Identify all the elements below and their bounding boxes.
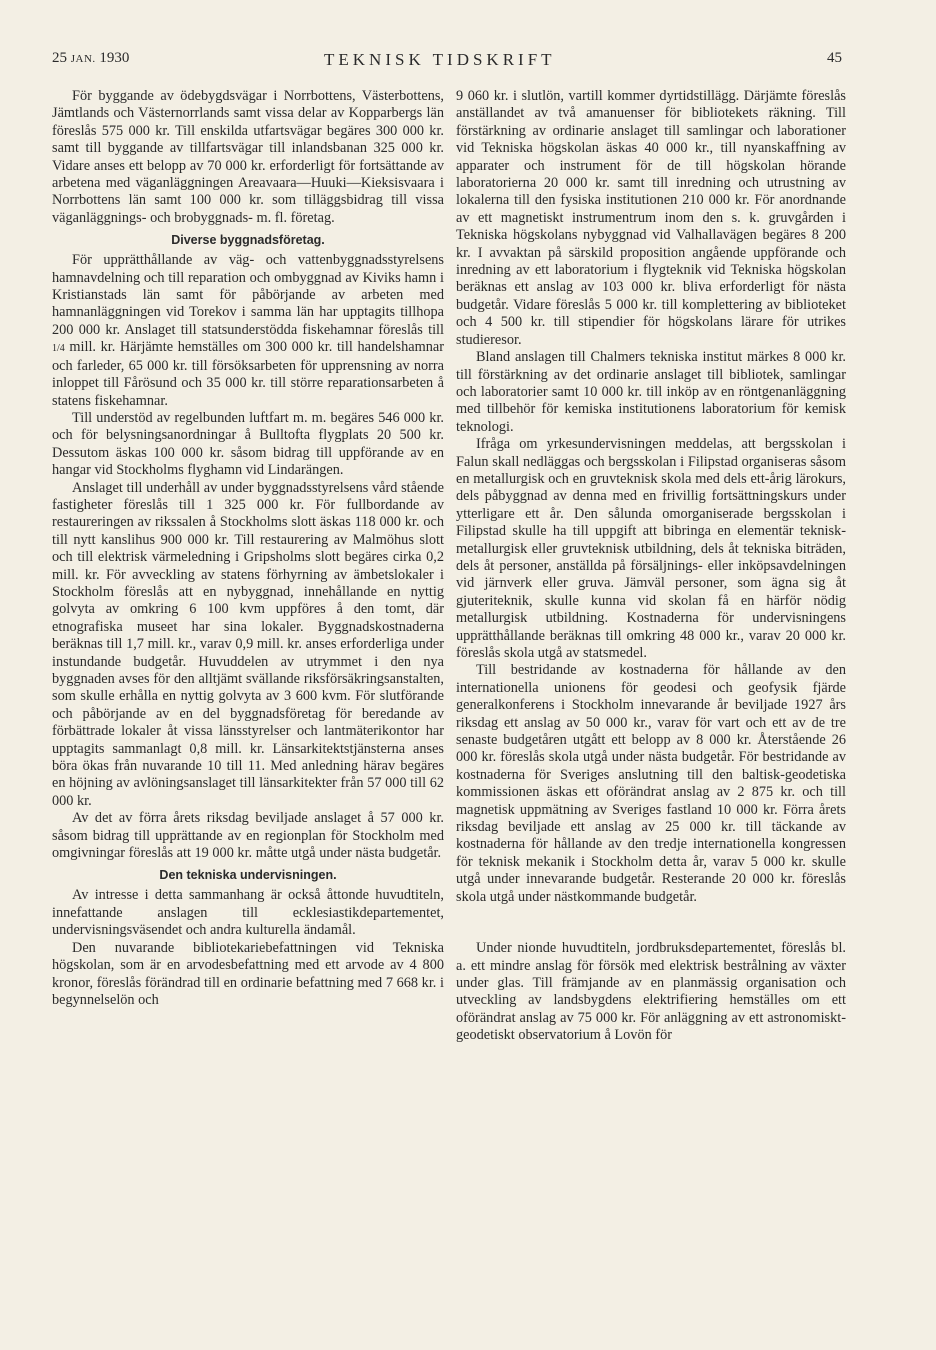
left-column — [52, 88, 444, 1278]
paragraph: Av det av förra årets riksdag beviljade anslaget å 57 000 kr. såsom bidrag till upprättande av en regionplan för Stockholm med omgivningar föreslås att 19 000 kr. måtte utgå under nästa budgetår. — [52, 810, 444, 862]
paragraph: Av intresse i detta sammanhang är också åttonde huvudtiteln, innefattande anslagen till ecklesiastikdepartementet, undervisningsväsendet och andra kulturella ändamål. — [52, 887, 444, 939]
paragraph-text: För upprätthållande av väg- och vattenbyggnadsstyrelsens hamnavdelning och till reparation och ombyggnad av Kiviks hamn i Kristianstads län samt för påbörjande av arbeten med hamnanläggningen vid Torekov i samma län har upptagits tillhopa 200 000 kr. Anslaget till statsunderstödda fiskehamnar föreslås till — [52, 252, 444, 338]
paragraph: Under nionde huvudtiteln, jordbruksdepartementet, föreslås bl. a. ett mindre anslag för försök med elektrisk bestrålning av växter under glas. Till främjande av en planmässig organisation och utveckling av landsbygdens elektrifiering hemställes om ett oförändrat anslag av 75 000 kr. För anläggning av ett astronomiskt-geodetiskt observatorium å Lovön för — [456, 940, 846, 1044]
paragraph: Bland anslagen till Chalmers tekniska institut märkes 8 000 kr. till förstärkning av det ordinarie anslaget till bibliotek, samlingar och laboratorier samt 10 000 kr. till inköp av en röntgenanläggning med tillbehör för kemiska institutionens laboratorium för kemisk teknologi. — [456, 349, 846, 435]
header-date — [52, 50, 129, 67]
paragraph: Ifråga om yrkesundervisningen meddelas, att bergsskolan i Falun skall nedläggas och bergsskolan i Filipstad organiseras såsom en metallurgisk och en gruvteknisk skola med dels ett-årig lärokurs, dels påbyggnad av denna med en frivillig fortsättningskurs under ytterligare ett år. Den sålunda omorganiserade bergsskolan i Filipstad skulle ha till uppgift att bibringa en elementär teknisk-metallurgisk eller gruvteknisk utbildning, dels åt tekniska biträden, dels åt personer, anställda på försäljnings- eller inköpsavdelningen vid järnverk eller gruva. Jämväl personer, som ägna sig åt gjuteriteknik, skulle kunna vid skolan få en härför nödig metallurgisk utbildning. Kostnaderna för undervisningens upprätthållande beräknas till omkring 48 000 kr., varav 20 000 kr. föreslås skola utgå av statsmedel. — [456, 436, 846, 661]
paragraph: 9 060 kr. i slutlön, vartill kommer dyrtidstillägg. Därjämte föreslås anställandet av två amanuenser för bibliotekets räkning. Till förstärkning av ordinarie anslaget till samlingar och laborationer vid Tekniska högskolan äskas 40 000 kr., till nyanskaffning av apparater och instrument för de till högskolan hörande laboratorierna 20 000 kr. samt till inredning och utrustning av lokalerna till den fysiska institutionen 210 000 kr. För anordnande av ett magnetiskt instrumentrum inom den s. k. gruvgården i Tekniska högskolans nybyggnad vid Valhallavägen begäres 8 200 kr. I avvaktan på särskild proposition angående uppförande och inredning av ett laboratorium i flygteknik vid Tekniska högskolan beräknas ett anslag av 103 000 kr. bliva erforderligt för nästa budgetår. Vidare föreslås 5 000 kr. till komplettering av biblioteket och 4 500 kr. till stipendier för högskolans lärare för utrikes studieresor. — [456, 88, 846, 348]
section-heading: Den tekniska undervisningen. — [159, 868, 337, 883]
paragraph: Till understöd av regelbunden luftfart m. m. begäres 546 000 kr. och för belysningsanordningar å Bulltofta flygplats 20 500 kr. Dessutom äskas 100 000 kr. såsom bidrag till uppförande av en hangar vid Stockholms flyghamn vid Lindarängen. — [52, 409, 444, 479]
paragraph-text: mill. kr. Härjämte hemställes om 300 000 kr. till handelshamnar och farleder, 65 000 kr. till försöksarbeten för upprensning av norra inloppet till Fårösund och 35 000 kr. till större reparationsarbeten å statens fiskehamnar. — [52, 339, 444, 409]
right-column — [456, 88, 846, 1278]
page-header — [52, 50, 842, 72]
section-heading: Diverse byggnadsföretag. — [171, 233, 325, 248]
paragraph: Till bestridande av kostnaderna för hållande av den internationella unionens för geodesi och geofysik fjärde generalkonferens i Stockholm innevarande år beviljade 1927 års riksdag ett anslag av 50 000 kr., varav för vart och ett av de tre senaste budgetåren utgått ett belopp av 8 000 kr. Återstående 26 000 kr. föreslås skola utgå under nästa budgetår. För bestridande av kostnaderna för Sveriges anslutning till den baltisk-geodetiska kommissionen äskas ett oförändrat anslag av 2 875 kr. och till magnetisk uppmätning av Sveriges fastland 10 000 kr. Förra årets riksdag beviljade ett anslag av 25 000 kr. till täckande av kostnaderna för hållande av den tredje internationella kongressen för teknisk mekanik i Stockholm detta år, varav 5 000 kr. skulle utgå under innevarande budgetår. Resterande 20 000 kr. föreslås skola utgå under nästkommande budgetår. — [456, 662, 846, 905]
page-number: 45 — [827, 50, 842, 66]
date-month: JAN. — [70, 53, 96, 65]
fraction: 1/4 — [52, 343, 65, 355]
paragraph: Den nuvarande bibliotekariebefattningen vid Tekniska högskolan, som är en arvodesbefattning med ett arvode av 4 800 kronor, föreslås förändrad till en ordinarie befattning med 7 668 kr. i begynnelselön och — [52, 939, 444, 1008]
paragraph: Anslaget till underhåll av under byggnadsstyrelsens vård stående fastigheter föreslås till 1 325 000 kr. För fullbordande av restaureringen av rikssalen å Stockholms slott äskas 118 000 kr. och till nytt kanslihus 900 000 kr. Till restaurering av Malmöhus slott och till elektrisk värmeledning i Gripsholms slott begäres cirka 0,2 mill. kr. För avveckling av statens förhyrning av ämbetslokaler i Stockholm föreslås att en nybyggnad, innehållande en nyttig golvyta av omkring 6 100 kvm uppföres å den tomt, där etnografiska museet har sina lokaler. Byggnadskostnaderna beräknas till 1,7 mill. kr., varav 0,9 mill. kr. anses erforderliga under instundande budgetår. Huvuddelen av utrymmet i den nya byggnaden avses för den alltjämt svällande riksförsäkringsanstalten, som skulle erhålla en nyttig golvyta av 3 600 kvm. För slutförande och påbörjande av en del byggnadsföretag för beredande av förbättrade lokaler åt vissa länsstyrelser och lantmäterikontor har upptagits sammanlagt 0,8 mill. kr. Länsarkitektstjänsterna anses böra ökas från nuvarande 10 till 11. Med anledning härav begäres en höjning av avlöningsanslaget till länsarkitekter från 57 000 till 62 000 kr. — [52, 479, 444, 809]
journal-title: TEKNISK TIDSKRIFT — [324, 50, 556, 69]
paragraph — [52, 252, 444, 410]
date-year: 1930 — [99, 50, 130, 66]
section-gap — [456, 906, 846, 940]
date-day: 25 — [52, 50, 67, 66]
paragraph: För byggande av ödebygdsvägar i Norrbottens, Västerbottens, Jämtlands och Västernorrlands samt vissa delar av Kopparbergs län föreslås 575 000 kr. Till enskilda utfartsvägar begäres 300 000 kr. samt till byggande av tillfartsvägar till inlandsbanan 325 000 kr. Vidare anses ett belopp av 70 000 kr. erforderligt för fortsättande av arbetena med väganläggningen Areavaara—Huuki—Kieksisvaara i Norrbottens län samt 100 000 kr. som tilläggsbidrag till vissa väganläggnings- och brobyggnads- m. fl. företag. — [52, 88, 444, 226]
